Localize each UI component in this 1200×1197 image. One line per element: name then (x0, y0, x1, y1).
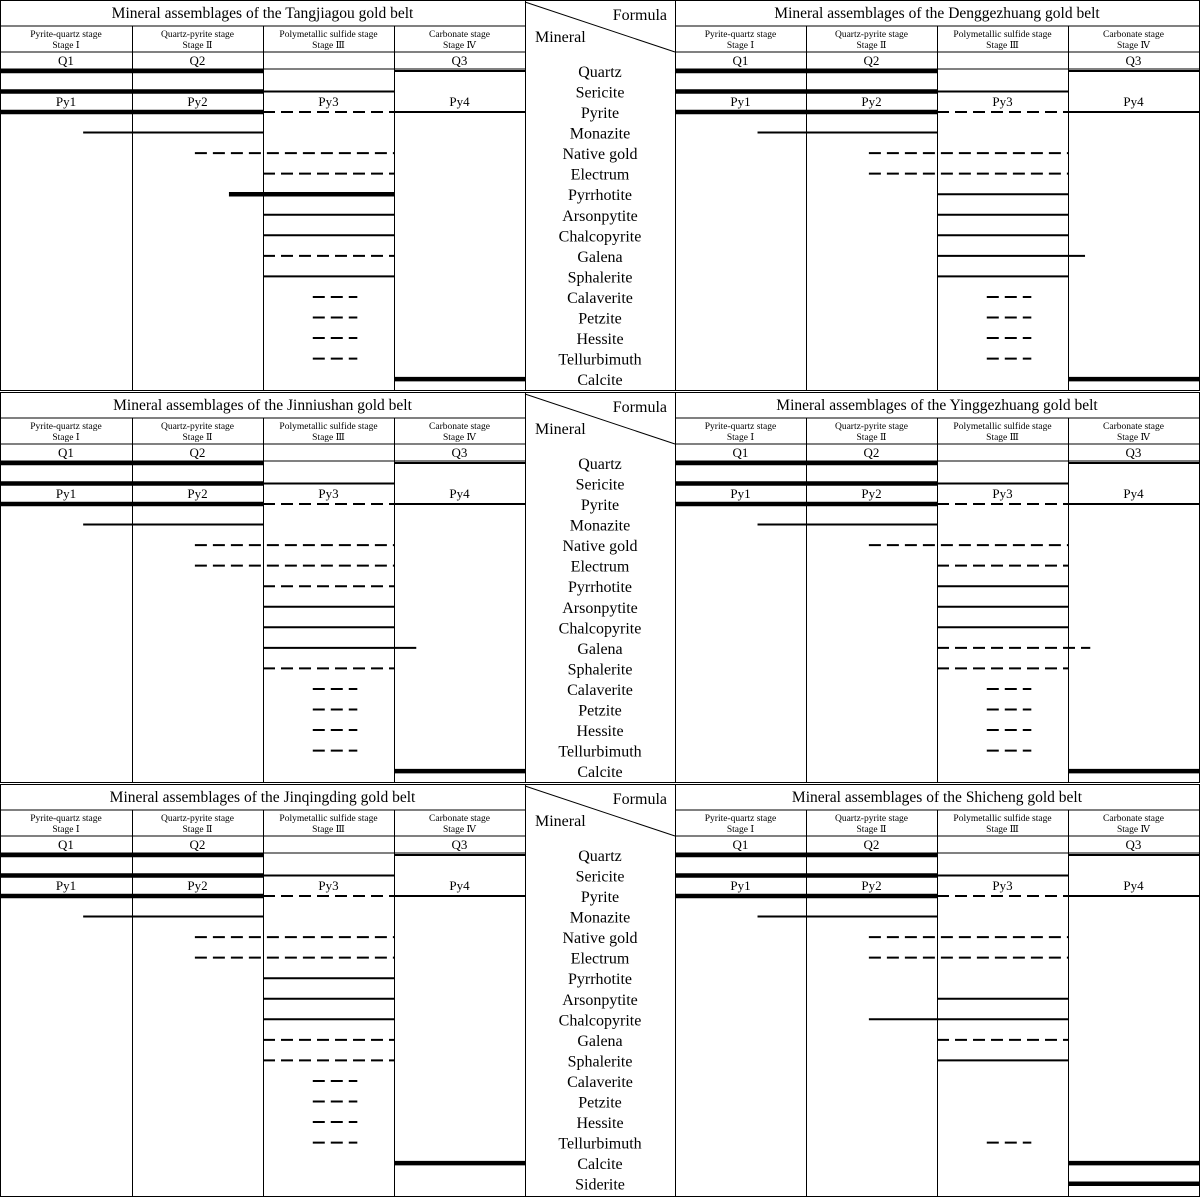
mineral-name: Pyrrhotite (568, 579, 632, 597)
stage-number: Stage Ⅰ (52, 41, 80, 51)
stage-number: Stage Ⅳ (443, 433, 476, 443)
pyrite-generation-label: Py2 (861, 486, 882, 501)
mineral-name: Arsonpytite (562, 991, 638, 1009)
pyrite-generation-label: Py4 (1123, 878, 1144, 893)
mineral-name: Monazite (569, 125, 631, 143)
mineral-name: Native gold (562, 146, 638, 164)
mineral-name: Electrum (570, 166, 630, 184)
panel-title: Mineral assemblages of the Shicheng gold belt (791, 789, 1083, 806)
stage-name: Pyrite-quartz stage (704, 814, 777, 824)
mineral-name: Chalcopyrite (558, 228, 642, 246)
stage-number: Stage Ⅱ (182, 433, 213, 443)
mineral-name: Pyrite (580, 889, 620, 906)
stage-name: Carbonate stage (1103, 422, 1164, 432)
stage-number: Stage Ⅱ (856, 41, 887, 51)
mineral-name: Sericite (575, 476, 625, 494)
mineral-name: Electrum (570, 558, 630, 576)
pyrite-generation-label: Py1 (730, 486, 751, 501)
quartz-generation-label: Q2 (189, 445, 206, 460)
stage-number: Stage Ⅲ (312, 41, 345, 51)
mineral-name: Hessite (576, 723, 624, 741)
mineral-name: Native gold (562, 538, 638, 556)
mineral-name: Sericite (575, 868, 625, 886)
paragenesis-block (0, 0, 1200, 391)
pyrite-generation-label: Py4 (449, 486, 470, 501)
stage-name: Pyrite-quartz stage (704, 30, 777, 40)
mineral-name: Tellurbimuth (558, 1135, 642, 1153)
mineral-name: Pyrite (580, 497, 620, 514)
paragenesis-block (0, 784, 1200, 1197)
mineral-name: Calaverite (567, 1073, 633, 1091)
pyrite-generation-label: Py1 (55, 486, 77, 501)
pyrite-generation-label: Py2 (861, 94, 882, 109)
stage-name: Polymetallic sulfide stage (953, 30, 1052, 40)
quartz-generation-label: Q3 (1125, 837, 1142, 852)
quartz-generation-label: Q1 (58, 53, 74, 68)
quartz-generation-label: Q1 (732, 445, 749, 460)
stage-number: Stage Ⅱ (182, 41, 213, 51)
stage-number: Stage Ⅱ (182, 825, 213, 835)
mineral-name: Sericite (575, 84, 625, 102)
mineral-name: Pyrite (580, 105, 620, 122)
pyrite-generation-label: Py4 (449, 878, 470, 893)
formula-label: Formula (612, 7, 667, 24)
mineral-name: Sphalerite (567, 269, 633, 287)
quartz-generation-label: Q1 (58, 837, 74, 852)
pyrite-generation-label: Py4 (449, 94, 470, 109)
stage-number: Stage Ⅳ (1117, 433, 1150, 443)
panel-title: Mineral assemblages of the Jinniushan gold belt (113, 397, 412, 414)
mineral-name: Petzite (578, 310, 622, 328)
quartz-generation-label: Q3 (451, 837, 468, 852)
mineral-name: Petzite (578, 702, 622, 720)
pyrite-generation-label: Py2 (187, 878, 208, 893)
panel-title: Mineral assemblages of the Jinqingding gold belt (109, 789, 416, 806)
mineral-name: Sphalerite (567, 1053, 633, 1071)
stage-number: Stage Ⅲ (986, 41, 1019, 51)
stage-name: Pyrite-quartz stage (30, 422, 102, 432)
quartz-generation-label: Q2 (863, 837, 880, 852)
stage-name: Pyrite-quartz stage (704, 422, 777, 432)
right-panel (675, 784, 1200, 1196)
mineral-name: Calaverite (567, 681, 633, 699)
formula-label: Formula (612, 791, 667, 808)
stage-name: Quartz-pyrite stage (834, 30, 909, 40)
mineral-name: Monazite (569, 517, 631, 535)
quartz-generation-label: Q1 (732, 837, 749, 852)
pyrite-generation-label: Py1 (730, 94, 751, 109)
mineral-label: Mineral (535, 813, 586, 830)
mineral-name: Quartz (578, 848, 622, 865)
pyrite-generation-label: Py1 (730, 878, 751, 893)
panel-title: Mineral assemblages of the Tangjiagou gold belt (111, 5, 414, 22)
stage-number: Stage Ⅰ (726, 41, 755, 51)
pyrite-generation-label: Py4 (1123, 94, 1144, 109)
mineral-name: Calcite (577, 764, 623, 782)
mineral-name: Arsonpytite (562, 599, 638, 617)
quartz-generation-label: Q3 (451, 53, 468, 68)
mineral-name: Pyrrhotite (568, 187, 632, 205)
stage-number: Stage Ⅲ (312, 825, 345, 835)
pyrite-generation-label: Py2 (861, 878, 882, 893)
mineral-name: Calaverite (567, 289, 633, 307)
mineral-name: Tellurbimuth (558, 743, 642, 761)
paragenesis-block (0, 392, 1200, 783)
quartz-generation-label: Q3 (1125, 445, 1142, 460)
pyrite-generation-label: Py4 (1123, 486, 1144, 501)
mineral-name: Calcite (577, 1156, 623, 1174)
pyrite-generation-label: Py1 (55, 878, 77, 893)
pyrite-generation-label: Py3 (318, 486, 339, 501)
mineral-label: Mineral (535, 421, 586, 438)
quartz-generation-label: Q2 (863, 445, 880, 460)
quartz-generation-label: Q3 (1125, 53, 1142, 68)
mineral-name: Galena (577, 1032, 623, 1050)
stage-name: Polymetallic sulfide stage (279, 30, 378, 40)
right-panel (675, 0, 1200, 390)
mineral-name: Calcite (577, 372, 623, 390)
panel-title: Mineral assemblages of the Denggezhuang gold belt (774, 5, 1100, 22)
mineral-name: Sphalerite (567, 661, 633, 679)
mineral-name: Quartz (578, 64, 622, 81)
quartz-generation-label: Q2 (189, 53, 206, 68)
stage-number: Stage Ⅰ (52, 825, 80, 835)
stage-name: Carbonate stage (429, 422, 490, 432)
pyrite-generation-label: Py3 (992, 94, 1013, 109)
mineral-name: Hessite (576, 1115, 624, 1133)
mineral-label: Mineral (535, 29, 586, 46)
stage-number: Stage Ⅱ (856, 433, 887, 443)
stage-number: Stage Ⅰ (52, 433, 80, 443)
pyrite-generation-label: Py1 (55, 94, 77, 109)
quartz-generation-label: Q3 (451, 445, 468, 460)
stage-name: Pyrite-quartz stage (30, 30, 102, 40)
left-panel (0, 392, 526, 782)
pyrite-generation-label: Py3 (318, 878, 339, 893)
mineral-name: Quartz (578, 456, 622, 473)
pyrite-generation-label: Py3 (318, 94, 339, 109)
mineral-name: Native gold (562, 930, 638, 948)
stage-name: Quartz-pyrite stage (160, 422, 235, 432)
stage-name: Polymetallic sulfide stage (953, 422, 1052, 432)
mineral-name: Tellurbimuth (558, 351, 642, 369)
mineral-name: Monazite (569, 909, 631, 927)
mineral-name: Galena (577, 640, 623, 658)
stage-number: Stage Ⅳ (443, 41, 476, 51)
stage-name: Polymetallic sulfide stage (279, 814, 378, 824)
stage-name: Polymetallic sulfide stage (953, 814, 1052, 824)
right-panel (675, 392, 1200, 782)
left-panel (0, 0, 526, 390)
quartz-generation-label: Q2 (189, 837, 206, 852)
mineral-name: Electrum (570, 950, 630, 968)
stage-number: Stage Ⅰ (726, 433, 755, 443)
pyrite-generation-label: Py3 (992, 486, 1013, 501)
stage-name: Carbonate stage (429, 814, 490, 824)
stage-number: Stage Ⅲ (986, 825, 1019, 835)
stage-name: Carbonate stage (1103, 814, 1164, 824)
mineral-name: Pyrrhotite (568, 971, 632, 989)
stage-number: Stage Ⅰ (726, 825, 755, 835)
stage-name: Quartz-pyrite stage (160, 30, 235, 40)
mineral-name: Galena (577, 248, 623, 266)
mineral-name: Hessite (576, 331, 624, 349)
stage-name: Carbonate stage (429, 30, 490, 40)
stage-number: Stage Ⅳ (1117, 41, 1150, 51)
stage-name: Quartz-pyrite stage (834, 422, 909, 432)
panel-title: Mineral assemblages of the Yinggezhuang gold belt (776, 397, 1098, 414)
stage-name: Carbonate stage (1103, 30, 1164, 40)
quartz-generation-label: Q1 (732, 53, 749, 68)
stage-number: Stage Ⅲ (312, 433, 345, 443)
quartz-generation-label: Q2 (863, 53, 880, 68)
mineral-name: Arsonpytite (562, 207, 638, 225)
stage-name: Pyrite-quartz stage (30, 814, 102, 824)
stage-name: Quartz-pyrite stage (834, 814, 909, 824)
left-panel (0, 784, 526, 1196)
formula-label: Formula (612, 399, 667, 416)
pyrite-generation-label: Py2 (187, 94, 208, 109)
pyrite-generation-label: Py3 (992, 878, 1013, 893)
stage-number: Stage Ⅳ (1117, 825, 1150, 835)
stage-number: Stage Ⅳ (443, 825, 476, 835)
stage-number: Stage Ⅱ (856, 825, 887, 835)
stage-name: Polymetallic sulfide stage (279, 422, 378, 432)
stage-name: Quartz-pyrite stage (160, 814, 235, 824)
mineral-name: Chalcopyrite (558, 620, 642, 638)
quartz-generation-label: Q1 (58, 445, 74, 460)
mineral-name: Petzite (578, 1094, 622, 1112)
stage-number: Stage Ⅲ (986, 433, 1019, 443)
pyrite-generation-label: Py2 (187, 486, 208, 501)
mineral-name: Siderite (575, 1176, 625, 1194)
mineral-name: Chalcopyrite (558, 1012, 642, 1030)
